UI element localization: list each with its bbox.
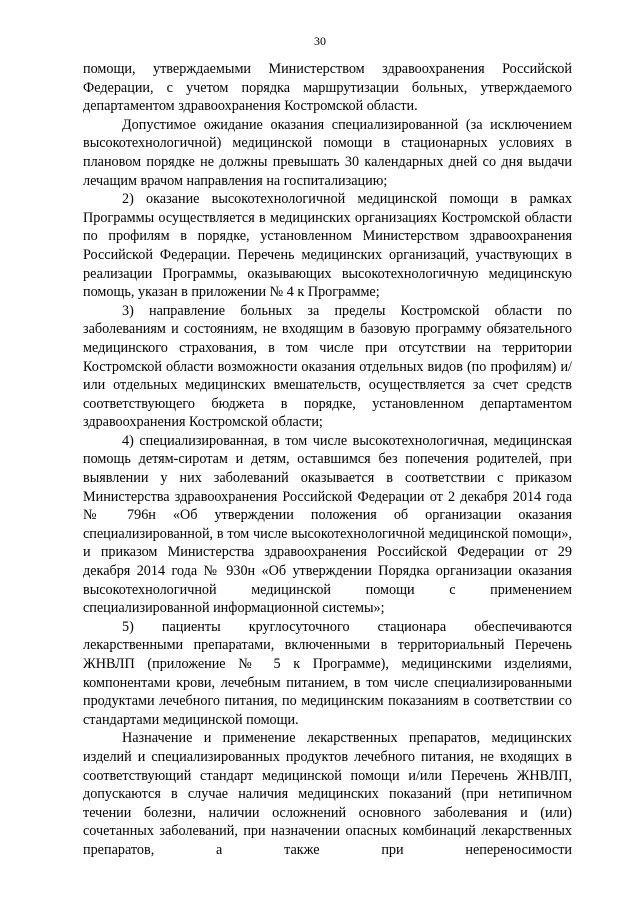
paragraph-item-5: 5) пациенты круглосуточного стационара обеспечиваются лекарственными препаратами, включенными в территориальный Перечень ЖНВЛП (приложение № 5 к Программе), медицинскими изделиями, компонентами крови, лечебным питанием, в том числе специализированными продуктами лечебного питания, по медицинским показаниям в соответствии со стандартами медицинской помощи. bbox=[83, 618, 572, 728]
page-number: 30 bbox=[314, 34, 326, 48]
paragraph-waiting-time: Допустимое ожидание оказания специализированной (за исключением высокотехнологичной) медицинской помощи в стационарных условиях в плановом порядке не должны превышать 30 календарных дней со дня выдачи лечащим врачом направления на госпитализацию; bbox=[83, 116, 572, 189]
paragraph-continuation: помощи, утверждаемыми Министерством здравоохранения Российской Федерации, с учетом порядка маршрутизации больных, утверждаемого департаментом здравоохранения Костромской области. bbox=[83, 61, 572, 115]
document-body bbox=[83, 60, 572, 860]
paragraph-item-4: 4) специализированная, в том числе высокотехнологичная, медицинская помощь детям-сиротам и детям, оставшимся без попечения родителей, при выявлении у них заболеваний оказывается в соответствии с приказом Министерства здравоохранения Российской Федерации от 2 декабря 2014 года № 796н «Об утверждении положения об организации оказания специализированной, в том числе высокотехнологичной медицинской помощи», и приказом Министерства здравоохранения Российской Федерации от 29 декабря 2014 года № 930н «Об утверждении Порядка организации оказания высокотехнологичной медицинской помощи с применением специализированной информационной системы»; bbox=[83, 432, 572, 617]
paragraph-prescription: Назначение и применение лекарственных препаратов, медицинских изделий и специализированных продуктов лечебного питания, не входящих в соответствующий стандарт медицинской помощи и/или Перечень ЖНВЛП, допускаются в случае наличия медицинских показаний (при нетипичном течении болезни, наличии осложнений основного заболевания и (или) сочетанных заболеваний, при назначении опасных комбинаций лекарственных препаратов, а также при непереносимости bbox=[83, 730, 572, 858]
paragraph-item-3: 3) направление больных за пределы Костромской области по заболеваниям и состояниям, не входящим в базовую программу обязательного медицинского страхования, в том числе при отсутствии на территории Костромской области возможности оказания отдельных видов (по профилям) и/или отдельных медицинских вмешательств, осуществляется за счет средств соответствующего бюджета в порядке, установленном департаментом здравоохранения Костромской области; bbox=[83, 302, 572, 431]
paragraph-item-2: 2) оказание высокотехнологичной медицинской помощи в рамках Программы осуществляется в медицинских организациях Костромской области по профилям в порядке, установленном Министерством здравоохранения Российской Федерации. Перечень медицинских организаций, участвующих в реализации Программы, оказывающих высокотехнологичную медицинскую помощь, указан в приложении № 4 к Программе; bbox=[83, 191, 572, 301]
